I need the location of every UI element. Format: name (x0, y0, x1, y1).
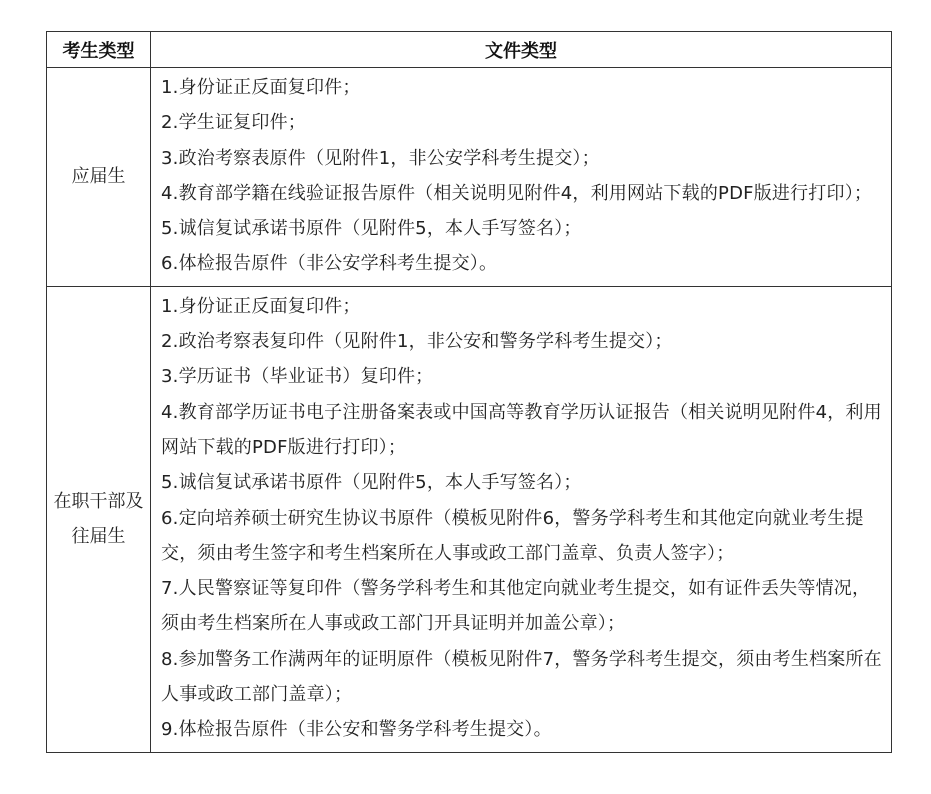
list-item: 8.参加警务工作满两年的证明原件（模板见附件7，警务学科考生提交，须由考生档案所在人事或政工部门盖章）； (161, 648, 882, 706)
list-item: 4.教育部学籍在线验证报告原件（相关说明见附件4，利用网站下载的PDF版进行打印）； (161, 182, 873, 204)
list-item: 2.政治考察表复印件（见附件1，非公安和警务学科考生提交）； (161, 331, 673, 353)
list-item: 1.身份证正反面复印件； (161, 77, 361, 98)
table-row (47, 286, 892, 752)
list-item: 3.政治考察表原件（见附件1，非公安学科考生提交）； (161, 147, 600, 169)
file-list (151, 286, 892, 752)
candidate-type-fresh-graduate: 应届生 (47, 68, 151, 287)
header-file-type: 文件类型 (151, 32, 892, 68)
list-item: 1.身份证正反面复印件； (161, 295, 361, 317)
list-item: 3.学历证书（毕业证书）复印件； (161, 366, 434, 388)
list-item: 6.定向培养硕士研究生协议书原件（模板见附件6，警务学科考生和其他定向就业考生提交，须由考生签字和考生档案所在人事或政工部门盖章、负责人签字）； (161, 507, 864, 564)
list-item: 5.诚信复试承诺书原件（见附件5，本人手写签名）； (161, 472, 582, 494)
list-item: 5.诚信复试承诺书原件（见附件5，本人手写签名）； (161, 218, 582, 240)
list-item: 7.人民警察证等复印件（警务学科考生和其他定向就业考生提交，如有证件丢失等情况，须由考生档案所在人事或政工部门开具证明并加盖公章）； (161, 578, 871, 635)
candidate-type-employed-previous: 在职干部及往届生 (47, 286, 151, 752)
header-candidate-type: 考生类型 (47, 32, 151, 68)
file-list (151, 68, 892, 287)
list-item: 4.教育部学历证书电子注册备案表或中国高等教育学历认证报告（相关说明见附件4，利用网站下载的PDF版进行打印）； (161, 401, 882, 458)
list-item: 6.体检报告原件（非公安学科考生提交）。 (161, 253, 498, 275)
list-item: 2.学生证复印件； (161, 112, 306, 134)
list-item: 9.体检报告原件（非公安和警务学科考生提交）。 (161, 719, 552, 741)
table-row (47, 68, 892, 287)
document-table (46, 31, 892, 753)
table-header-row (47, 32, 892, 68)
